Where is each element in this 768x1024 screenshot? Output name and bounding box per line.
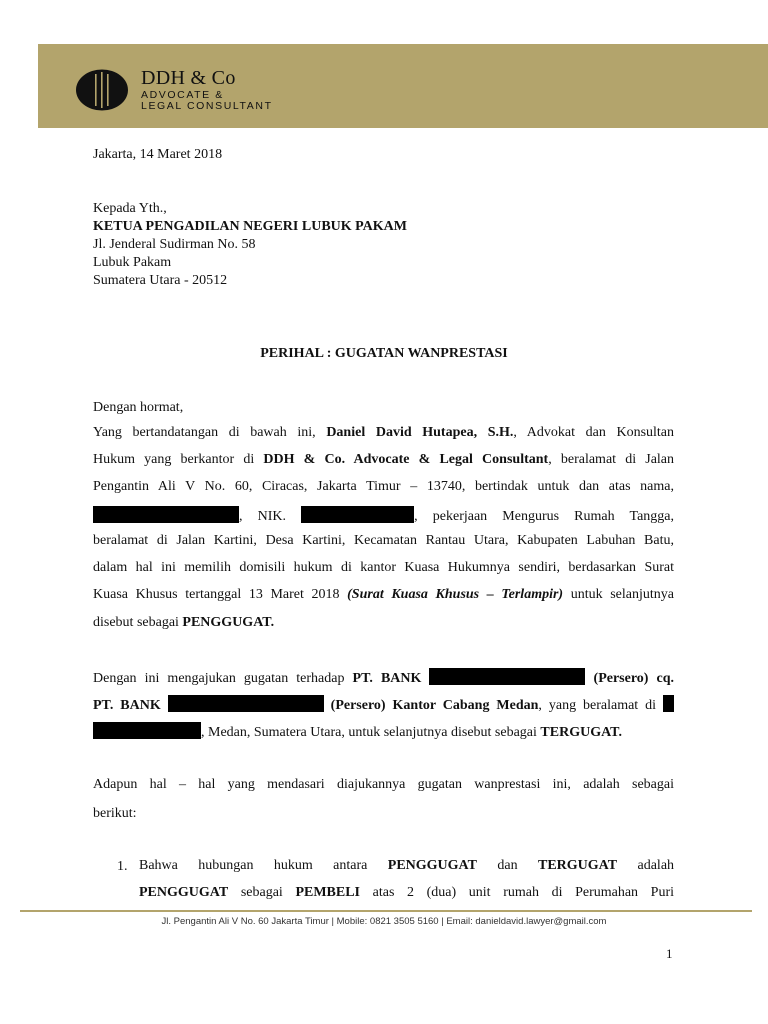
redaction-bar bbox=[168, 695, 324, 712]
paragraph-line: Adapun hal – hal yang mendasari diajukannya gugatan wanprestasi ini, adalah sebagai bbox=[93, 777, 674, 792]
recipient-salutation: Kepada Yth., bbox=[93, 201, 167, 216]
recipient-address-line: Lubuk Pakam bbox=[93, 255, 172, 270]
recipient-address-line: Sumatera Utara - 20512 bbox=[93, 273, 228, 288]
page-number: 1 bbox=[666, 946, 673, 961]
paragraph-line: , NIK. , pekerjaan Mengurus Rumah Tangga, bbox=[93, 506, 674, 525]
list-number: 1. bbox=[117, 859, 128, 874]
redaction-bar bbox=[663, 695, 674, 712]
paragraph-line: Yang bertandatangan di bawah ini, Daniel David Hutapea, S.H., Advokat dan Konsultan bbox=[93, 425, 675, 440]
list-item-line: Bahwa hubungan hukum antara PENGGUGAT dan TERGUGAT adalah bbox=[139, 858, 675, 873]
letter-date: Jakarta, 14 Maret 2018 bbox=[93, 147, 223, 162]
paragraph-line: dalam hal ini memilih domisili hukum di kantor Kuasa Hukumnya sendiri, berdasarkan Surat bbox=[93, 560, 674, 575]
paragraph-line: Dengan ini mengajukan gugatan terhadap PT. BANK (Persero) cq. bbox=[93, 668, 674, 687]
paragraph-line: Kuasa Khusus tertanggal 13 Maret 2018 (Surat Kuasa Khusus – Terlampir) untuk selanjutnya bbox=[93, 587, 674, 602]
paragraph-line: Hukum yang berkantor di DDH & Co. Advocate & Legal Consultant, beralamat di Jalan bbox=[93, 452, 675, 467]
redaction-bar bbox=[93, 722, 201, 739]
paragraph-line: PT. BANK (Persero) Kantor Cabang Medan, yang beralamat di bbox=[93, 695, 674, 714]
letterhead-banner bbox=[38, 44, 768, 128]
footer-divider bbox=[20, 910, 752, 912]
firm-subtitle: ADVOCATE & LEGAL CONSULTANT bbox=[141, 89, 273, 112]
redaction-bar bbox=[429, 668, 585, 685]
recipient-name: KETUA PENGADILAN NEGERI LUBUK PAKAM bbox=[93, 219, 407, 234]
firm-name: DDH & Co bbox=[141, 67, 236, 89]
paragraph-line: berikut: bbox=[93, 806, 137, 821]
paragraph-line: beralamat di Jalan Kartini, Desa Kartini, Kecamatan Rantau Utara, Kabupaten Labuhan Batu, bbox=[93, 533, 674, 548]
paragraph-line: Pengantin Ali V No. 60, Ciracas, Jakarta Timur – 13740, bertindak untuk dan atas nama, bbox=[93, 479, 674, 494]
recipient-address-line: Jl. Jenderal Sudirman No. 58 bbox=[93, 237, 256, 252]
redaction-bar bbox=[93, 506, 239, 523]
paragraph-line: , Medan, Sumatera Utara, untuk selanjutnya disebut sebagai TERGUGAT. bbox=[93, 722, 622, 742]
firm-logo bbox=[75, 69, 129, 111]
list-item-line: PENGGUGAT sebagai PEMBELI atas 2 (dua) unit rumah di Perumahan Puri bbox=[139, 885, 675, 900]
footer-contact: Jl. Pengantin Ali V No. 60 Jakarta Timur | Mobile: 0821 3505 5160 | Email: danieldavid.lawyer@gmail.com bbox=[161, 916, 607, 927]
paragraph-line: disebut sebagai PENGGUGAT. bbox=[93, 615, 275, 630]
letter-subject: PERIHAL : GUGATAN WANPRESTASI bbox=[260, 346, 508, 361]
greeting: Dengan hormat, bbox=[93, 400, 184, 415]
redaction-bar bbox=[301, 506, 414, 523]
